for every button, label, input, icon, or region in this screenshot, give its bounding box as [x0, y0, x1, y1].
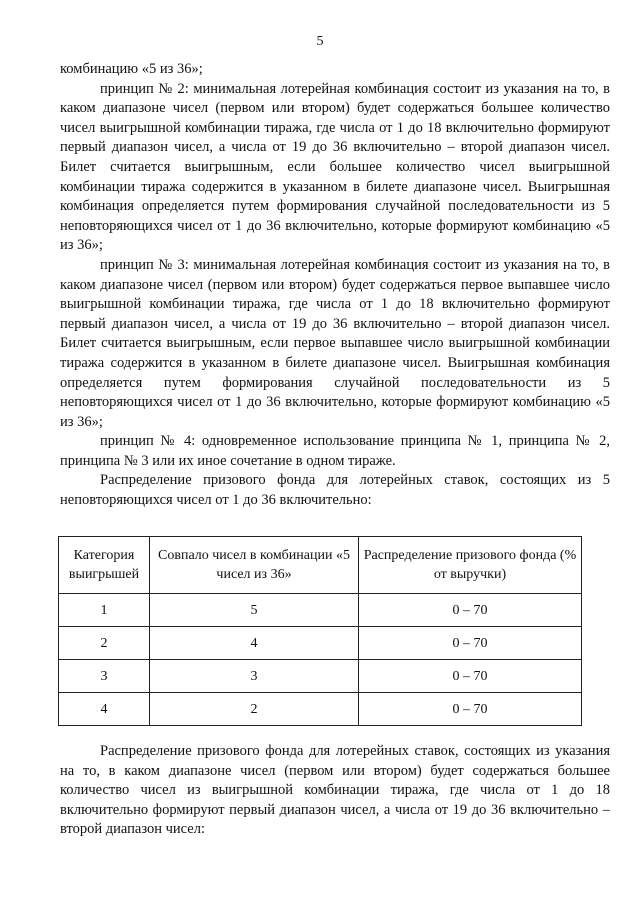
page-number: 5	[316, 34, 324, 49]
header-distribution: Распределение призового фонда (% от выручки)	[359, 537, 582, 594]
cell-category: 4	[59, 693, 150, 726]
paragraph-distribution-intro: Распределение призового фонда для лотерейных ставок, состоящих из 5 неповторяющихся чисел от 1 до 36 включительно:	[60, 472, 610, 509]
table-row	[59, 693, 582, 726]
cell-distribution: 0 – 70	[359, 594, 582, 627]
body-text-top	[60, 60, 610, 511]
cell-category: 2	[59, 627, 150, 660]
cell-category: 1	[59, 594, 150, 627]
prize-distribution-table	[58, 536, 582, 726]
cell-distribution: 0 – 70	[359, 627, 582, 660]
table-row	[59, 594, 582, 627]
table-header-row	[59, 537, 582, 594]
paragraph-distribution-range: Распределение призового фонда для лотерейных ставок, состоящих из указания на то, в каком диапазоне чисел (первом или втором) будет содержаться большее количество чисел из выигрышной комбинации тиража, где числа от 1 до 18 включительно формируют первый диапазон чисел, а числа от 19 до 36 включительно – второй диапазон чисел:	[60, 743, 610, 838]
header-category: Категория выигрышей	[59, 537, 150, 594]
cell-matches: 3	[150, 660, 359, 693]
paragraph-continuation: комбинацию «5 из 36»;	[60, 61, 203, 77]
paragraph-principle-2: принцип № 2: минимальная лотерейная комбинация состоит из указания на то, в каком диапазоне чисел (первом или втором) будет содержаться большее количество чисел выигрышной комбинации тиража, где числа от 1 до 18 включительно формируют первый диапазон чисел, а числа от 19 до 36 включительно – второй диапазон чисел. Билет считается выигрышным, если большее количество чисел выигрышной комбинации тиража содержится в указанном в билете диапазоне чисел. Выигрышная комбинация определяется путем формирования случайной последовательности из 5 неповторяющихся чисел от 1 до 36 включительно, которые формируют комбинацию «5 из 36»;	[60, 80, 610, 254]
paragraph-principle-4: принцип № 4: одновременное использование принципа № 1, принципа № 2, принципа № 3 или их иное сочетание в одном тираже.	[60, 433, 610, 469]
header-matches: Совпало чисел в комбинации «5 чисел из 36»	[150, 537, 359, 594]
cell-matches: 2	[150, 693, 359, 726]
cell-distribution: 0 – 70	[359, 660, 582, 693]
cell-distribution: 0 – 70	[359, 693, 582, 726]
table-row	[59, 627, 582, 660]
cell-matches: 5	[150, 594, 359, 627]
cell-category: 3	[59, 660, 150, 693]
table-row	[59, 660, 582, 693]
paragraph-principle-3: принцип № 3: минимальная лотерейная комбинация состоит из указания на то, в каком диапазоне чисел (первом или втором) будет содержаться первое выпавшее число выигрышной комбинации тиража, где числа от 1 до 18 включительно формируют первый диапазон чисел, а числа от 19 до 36 включительно – второй диапазон чисел. Билет считается выигрышным, если первое выпавшее число выигрышной комбинации тиража содержится в указанном в билете диапазоне чисел. Выигрышная комбинация определяется путем формирования случайной последовательности из 5 неповторяющихся чисел от 1 до 36 включительно, которые формируют комбинацию «5 из 36»;	[60, 256, 610, 430]
cell-matches: 4	[150, 627, 359, 660]
body-text-bottom	[60, 742, 610, 840]
